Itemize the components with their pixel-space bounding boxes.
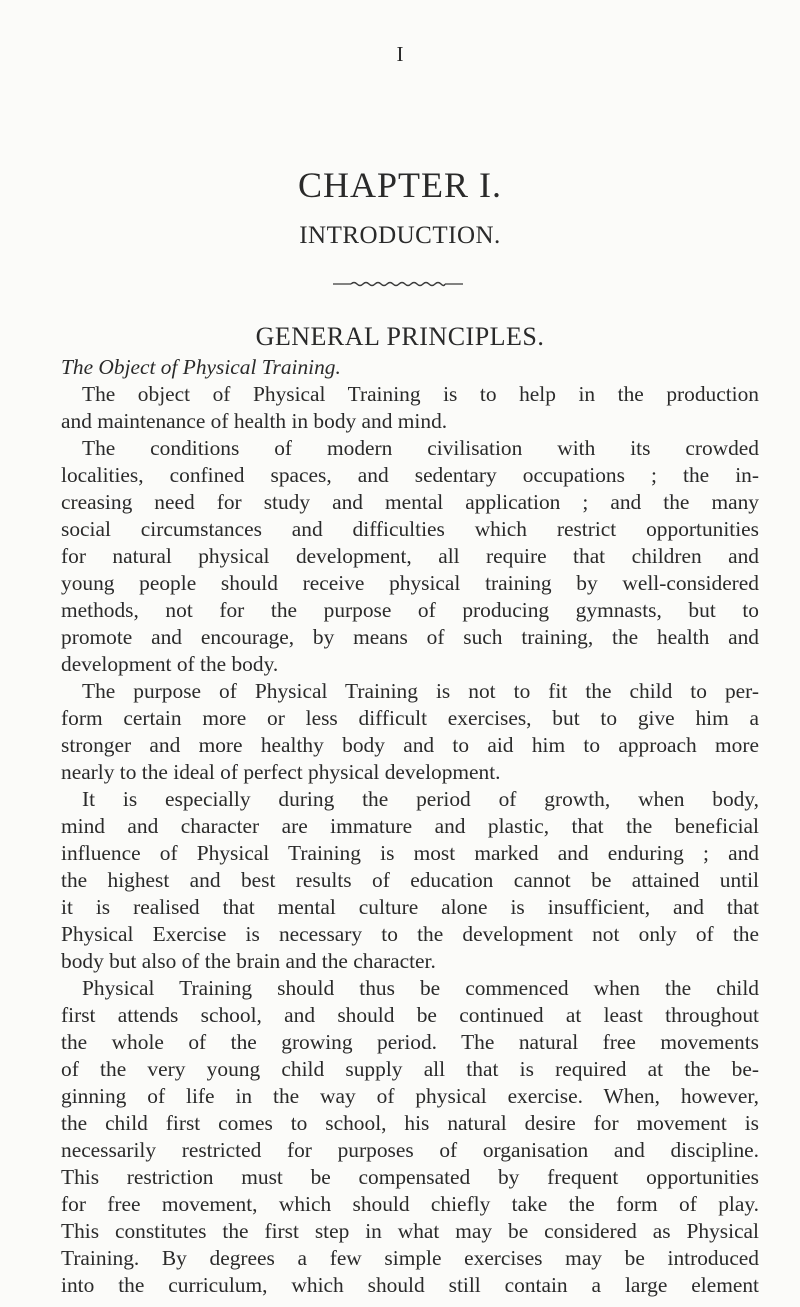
text-line: for natural physical development, all require that children and	[61, 544, 759, 568]
text-line: the highest and best results of education cannot be attained until	[61, 868, 759, 892]
paragraph	[61, 381, 759, 435]
text-line: body but also of the brain and the character.	[61, 949, 436, 973]
text-line: the whole of the growing period. The natural free movements	[61, 1030, 759, 1054]
text-line: form certain more or less difficult exercises, but to give him a	[61, 706, 759, 730]
text-line: The conditions of modern civilisation with its crowded	[82, 436, 759, 460]
text-line: localities, confined spaces, and sedentary occupations ; the in-	[61, 463, 759, 487]
subheading: The Object of Physical Training.	[61, 355, 341, 379]
text-line: for free movement, which should chiefly take the form of play.	[61, 1192, 759, 1216]
page-number: I	[396, 42, 404, 66]
text-line: first attends school, and should be continued at least throughout	[61, 1003, 759, 1027]
text-line: promote and encourage, by means of such training, the health and	[61, 625, 759, 649]
text-line: and maintenance of health in body and mind.	[61, 409, 448, 433]
chapter-title: CHAPTER I.	[297, 165, 502, 205]
text-line: This constitutes the first step in what may be considered as Physical	[61, 1219, 759, 1243]
body-text	[61, 354, 759, 1299]
text-line: The purpose of Physical Training is not to fit the child to per-	[82, 679, 759, 703]
text-line: social circumstances and difficulties which restrict opportunities	[61, 517, 759, 541]
paragraph	[61, 678, 759, 786]
ornamental-rule	[333, 280, 463, 288]
text-line: mind and character are immature and plastic, that the beneficial	[61, 814, 759, 838]
section-title: GENERAL PRINCIPLES.	[255, 322, 545, 351]
chapter-subtitle: INTRODUCTION.	[299, 222, 501, 249]
text-line: Physical Training should thus be commenced when the child	[82, 976, 759, 1000]
text-line: development of the body.	[61, 652, 279, 676]
text-line: into the curriculum, which should still contain a large element	[61, 1273, 759, 1297]
paragraph	[61, 435, 759, 678]
paragraph	[61, 975, 759, 1299]
text-line: necessarily restricted for purposes of organisation and discipline.	[61, 1138, 759, 1162]
text-line: the child first comes to school, his natural desire for movement is	[61, 1111, 759, 1135]
text-line: nearly to the ideal of perfect physical development.	[61, 760, 501, 784]
text-line: young people should receive physical training by well-considered	[61, 571, 759, 595]
paragraph-list	[61, 381, 759, 1299]
text-line: of the very young child supply all that is required at the be-	[61, 1057, 759, 1081]
text-line: it is realised that mental culture alone is insufficient, and that	[61, 895, 759, 919]
text-line: It is especially during the period of growth, when body,	[82, 787, 759, 811]
text-line: influence of Physical Training is most marked and enduring ; and	[61, 841, 759, 865]
text-line: creasing need for study and mental application ; and the many	[61, 490, 759, 514]
text-line: Training. By degrees a few simple exercises may be introduced	[61, 1246, 759, 1270]
text-line: This restriction must be compensated by frequent opportunities	[61, 1165, 759, 1189]
text-line: methods, not for the purpose of producing gymnasts, but to	[61, 598, 759, 622]
text-line: ginning of life in the way of physical exercise. When, however,	[61, 1084, 759, 1108]
text-line: Physical Exercise is necessary to the development not only of the	[61, 922, 759, 946]
text-line: stronger and more healthy body and to aid him to approach more	[61, 733, 759, 757]
paragraph	[61, 786, 759, 975]
text-line: The object of Physical Training is to help in the production	[82, 382, 759, 406]
